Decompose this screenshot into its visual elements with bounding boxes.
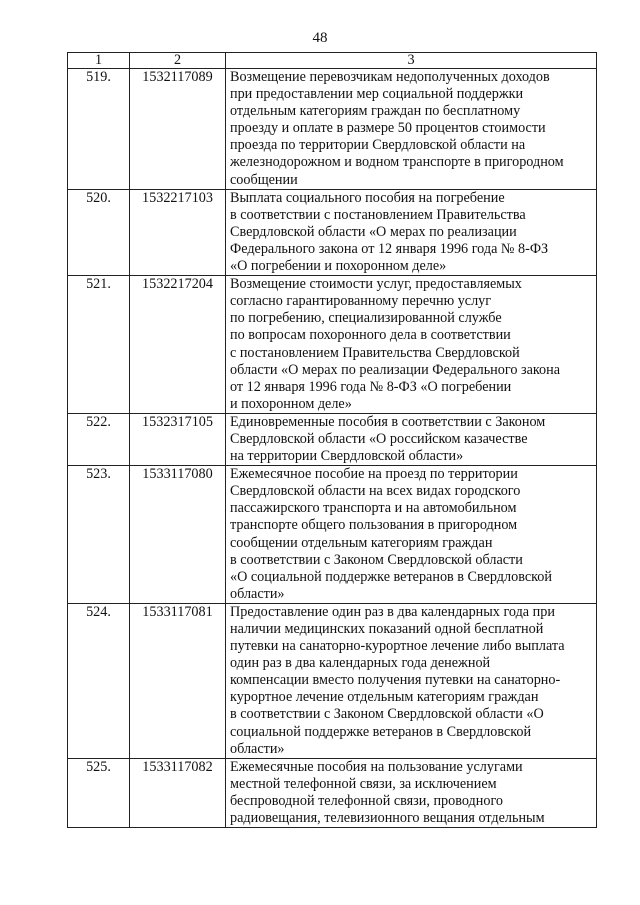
description-line: при предоставлении мер социальной поддержки: [230, 86, 524, 103]
expense-description: [226, 603, 597, 758]
description-line: наличии медицинских показаний одной бесплатной: [230, 621, 544, 637]
description-line: Возмещение перевозчикам недополученных доходов: [230, 69, 550, 85]
row-number: 521.: [68, 276, 130, 414]
description-line: Свердловской области «О российском казачестве: [230, 430, 528, 447]
description-line: на территории Свердловской области»: [230, 448, 464, 465]
row-number: 519.: [68, 69, 130, 190]
description-line: области»: [230, 740, 285, 757]
budget-code: 1533117082: [130, 758, 226, 827]
description-line: Свердловской области на всех видах городского: [230, 483, 521, 500]
description-line: один раз в два календарных года денежной: [230, 655, 491, 672]
expense-description: [226, 276, 597, 414]
description-line: проезда по территории Свердловской области на: [230, 137, 526, 154]
description-line: «О социальной поддержке ветеранов в Свердловской: [230, 568, 552, 585]
page-number: 48: [312, 30, 328, 46]
description-line: Выплата социального пособия на погребение: [230, 189, 505, 206]
description-line: радиовещания, телевизионного вещания отдельным: [230, 810, 545, 827]
description-line: компенсации вместо получения путевки на санаторно-: [230, 672, 561, 689]
description-line: в соответствии с Законом Свердловской области «О: [230, 706, 544, 723]
description-line: в соответствии с постановлением Правительства: [230, 206, 526, 223]
description-line: отдельным категориям граждан по бесплатному: [230, 103, 521, 120]
expense-description: [226, 758, 597, 827]
description-line: Единовременные пособия в соответствии с Законом: [230, 413, 546, 430]
table-row: [68, 276, 597, 414]
description-line: пассажирского транспорта и на автомобильном: [230, 500, 517, 517]
table-row: [68, 758, 597, 827]
header-col-3: 3: [226, 53, 597, 69]
description-line: Предоставление один раз в два календарных года при: [230, 603, 555, 620]
description-line: области «О мерах по реализации Федерального закона: [230, 361, 561, 378]
row-number: 522.: [68, 413, 130, 465]
expense-description: [226, 466, 597, 604]
row-number: 520.: [68, 189, 130, 275]
description-line: Ежемесячное пособие на проезд по территории: [230, 466, 518, 483]
budget-code: 1533117081: [130, 603, 226, 758]
description-line: социальной поддержке ветеранов в Свердловской: [230, 723, 532, 740]
description-line: по вопросам похоронного дела в соответствии: [230, 327, 511, 344]
description-line: проезду и оплате в размере 50 процентов стоимости: [230, 120, 546, 137]
description-line: Ежемесячные пособия на пользование услугами: [230, 758, 523, 775]
description-line: Федерального закона от 12 января 1996 года № 8-ФЗ: [230, 240, 549, 257]
budget-code: 1532217103: [130, 189, 226, 275]
table-header-row: [68, 53, 597, 69]
description-line: сообщении отдельным категориям граждан: [230, 534, 493, 551]
budget-code: 1532117089: [130, 69, 226, 190]
table-row: [68, 69, 597, 190]
description-line: транспорте общего пользования в пригородном: [230, 517, 518, 534]
description-line: «О погребении и похоронном деле»: [230, 258, 447, 275]
row-number: 523.: [68, 466, 130, 604]
description-line: путевки на санаторно-курортное лечение либо выплата: [230, 638, 565, 655]
description-line: по погребению, специализированной службе: [230, 310, 502, 327]
description-line: Свердловской области «О мерах по реализации: [230, 223, 517, 240]
description-line: в соответствии с Законом Свердловской области: [230, 551, 523, 568]
budget-code: 1532317105: [130, 413, 226, 465]
budget-code: 1533117080: [130, 466, 226, 604]
row-number: 524.: [68, 603, 130, 758]
budget-code-table: [67, 52, 597, 828]
table-row: [68, 466, 597, 604]
expense-description: [226, 413, 597, 465]
description-line: Возмещение стоимости услуг, предоставляемых: [230, 276, 522, 293]
row-number: 525.: [68, 758, 130, 827]
description-line: местной телефонной связи, за исключением: [230, 775, 497, 792]
description-line: от 12 января 1996 года № 8-ФЗ «О погребении: [230, 378, 512, 395]
budget-code: 1532217204: [130, 276, 226, 414]
description-line: согласно гарантированному перечню услуг: [230, 293, 492, 310]
table-row: [68, 189, 597, 275]
description-line: сообщении: [230, 171, 298, 188]
description-line: области»: [230, 585, 285, 602]
description-line: с постановлением Правительства Свердловской: [230, 344, 520, 361]
expense-description: [226, 69, 597, 190]
expense-description: [226, 189, 597, 275]
table-row: [68, 413, 597, 465]
table-row: [68, 603, 597, 758]
description-line: курортное лечение отдельным категориям граждан: [230, 689, 539, 706]
header-col-1: 1: [68, 53, 130, 69]
description-line: и похоронном деле»: [230, 395, 352, 412]
header-col-2: 2: [130, 53, 226, 69]
description-line: беспроводной телефонной связи, проводного: [230, 792, 503, 809]
description-line: железнодорожном и водном транспорте в пригородном: [230, 154, 564, 171]
